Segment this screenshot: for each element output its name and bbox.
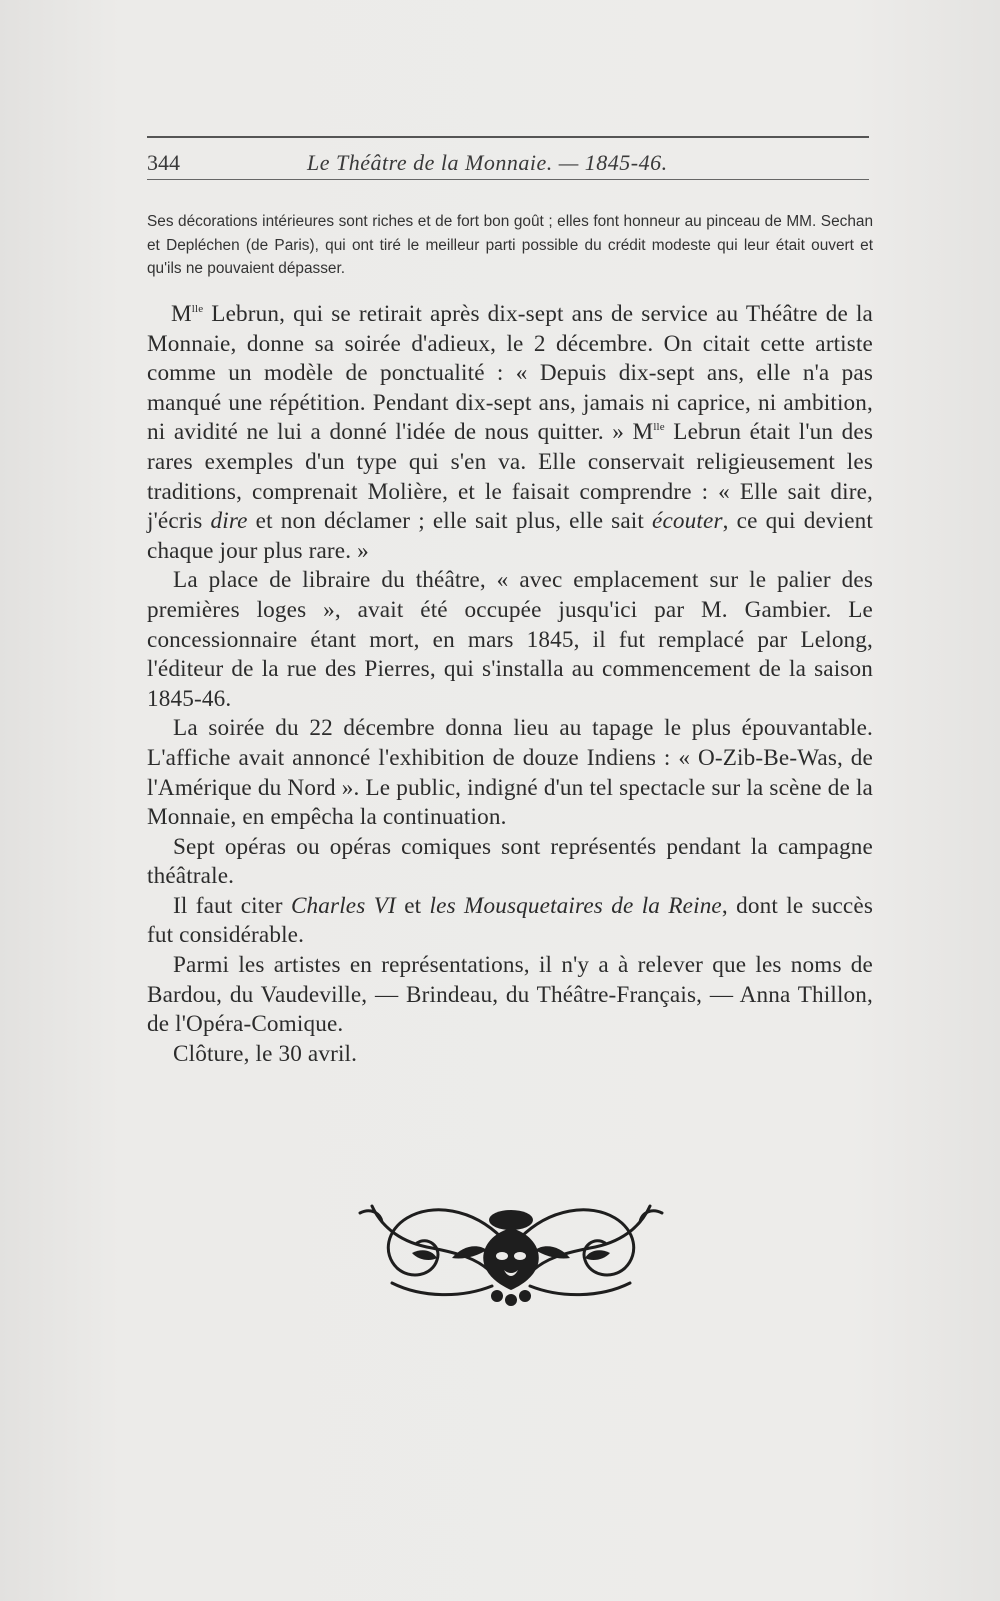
floral-tailpiece-icon	[352, 1198, 670, 1308]
paragraph-7: Clôture, le 30 avril.	[173, 1040, 358, 1067]
paragraph-3: La soirée du 22 décembre donna lieu au tapage le plus épouvantable. L'affiche avait annoncé l'exhibition de douze Indiens : « O-Zib-Be-Was, de l'Amérique du Nord ». Le public, indigné d'un tel spectacle sur la scène de la Monnaie, en empêcha la continuation.	[147, 715, 873, 831]
paragraph-1-a: Lebrun, qui se retirait après dix-sept ans de service au Théâtre de la Monnaie, donne sa soirée d'adieux, le 2 décembre. On citait cette artiste comme un modèle de ponctualité : « Depuis dix-sept ans, elle n'a pas manqué une répétition. Pendant dix-sept ans, jamais ni caprice, ni ambition, ni avidité ne lui a donné l'idée de nous quitter. »	[147, 301, 873, 446]
paragraph-2: La place de libraire du théâtre, « avec emplacement sur le palier des premières loges », avait été occupée jusqu'ici par M. Gambier. Le concessionnaire étant mort, en mars 1845, il fut remplacé par Lelong, l'éditeur de la rue des Pierres, qui s'installa au commencement de la saison 1845-46.	[147, 567, 873, 712]
paragraph-1-sup1: lle	[191, 303, 204, 315]
paragraph-1-m1: M	[171, 301, 192, 327]
page-number: 344	[147, 150, 180, 175]
running-head	[147, 146, 869, 178]
paragraph-1	[147, 300, 873, 566]
paragraph-5-b: et	[395, 892, 430, 919]
header-rule-top	[147, 136, 869, 138]
running-head-title: Le Théâtre de la Monnaie. — 1845-46.	[307, 150, 668, 175]
paragraph-1-c: et non déclamer ; elle sait plus, elle sait	[247, 508, 653, 535]
paragraph-1-d: , ce qui devient chaque jour plus rare. »	[147, 508, 873, 564]
paragraph-5-a: Il faut citer	[173, 892, 291, 919]
header-rule-bottom	[147, 179, 869, 180]
paragraph-5-c: , dont le succès fut considérable.	[147, 892, 873, 949]
paragraph-1-m2: M	[632, 419, 654, 446]
paragraph-5	[147, 892, 873, 951]
paragraph-1-italic-ecouter: écouter	[652, 508, 723, 535]
paragraph-1-b: Lebrun était l'un des rares exemples d'un type qui s'en va. Elle conservait religieusement les traditions, comprenait Molière, et le faisait comprendre : « Elle sait dire, j'écris	[147, 419, 873, 535]
paragraph-5-italic-charles: Charles VI	[290, 892, 396, 919]
body-text	[147, 300, 873, 1069]
paragraph-5-italic-mousquetaires: les Mousquetaires de la Reine	[429, 892, 722, 919]
footnote-paragraph: Ses décorations intérieures sont riches et de fort bon goût ; elles font honneur au pinceau de MM. Sechan et Depléchen (de Paris), qui ont tiré le meilleur parti possible du crédit modeste qui leur était ouvert et qu'ils ne pouvaient dépasser.	[147, 213, 873, 277]
paragraph-6: Parmi les artistes en représentations, il n'y a à relever que les noms de Bardou, du Vaudeville, — Brindeau, du Théâtre-Français, — Anna Thillon, de l'Opéra-Comique.	[147, 952, 873, 1038]
paragraph-4: Sept opéras ou opéras comiques sont représentés pendant la campagne théâtrale.	[147, 833, 873, 890]
paragraph-1-sup2: lle	[653, 421, 665, 434]
paragraph-1-italic-dire: dire	[210, 508, 248, 535]
